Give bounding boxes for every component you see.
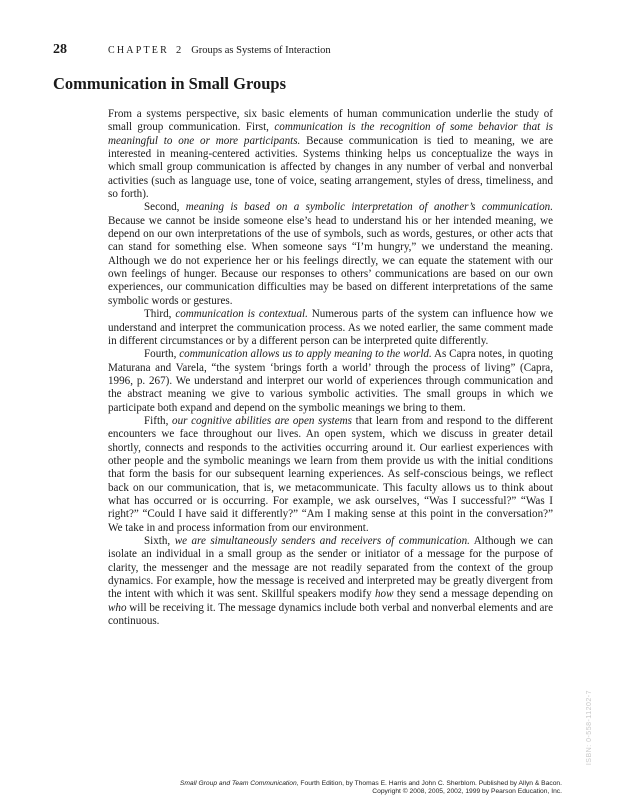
key-point-3: communication is contextual.: [175, 308, 308, 321]
paragraph-4: Fourth, communication allows us to apply meaning to the world. As Capra notes, in quoting Maturana and Varela, “the system ‘brings forth a world’ through the process of living” (Capra, 1996, p. 267). We understand and interpret our world of experiences through communication and the abstract meaning we give to various symbolic activities. The small groups in which we participate both expand and depend on the symbolic meanings we bring to them.: [108, 348, 553, 414]
footer-line-1: [180, 780, 562, 788]
paragraph-5: Fifth, our cognitive abilities are open systems that learn from and respond to the different encounters we face throughout our lives. An open system, which we discuss in greater detail shortly, connects and responds to the activities occurring around it. Our earliest experiences with other people and the symbolic meanings we learn from them provide us with the initial conditions that form the basis for our subsequent learning experiences. As self-conscious beings, we reflect back on our communication, that is, we metacommunicate. This faculty allows us to think about what has occurred or is occurring. For example, we ask ourselves, “Was I successful?” “Was I right?” “Could I have said it differently?” “Am I making sense at this point in the conversation?” We take in and process information from our environment.: [108, 414, 553, 534]
paragraph-2: Second, meaning is based on a symbolic interpretation of another’s communication. Because we cannot be inside someone else’s head to understand his or her intended meaning, we depend on our own interpretations of the use of symbols, such as words, gestures, or other acts that can stand for something else. When someone says “I’m hungry,” we understand the meaning. Although we do not experience her or his feelings directly, we can equate the statement with our own feelings of hunger. Because our responses to others’ communications are based on our own experiences, our communication difficulties may be based on different interpretations of the same symbolic words or gestures.: [108, 201, 553, 307]
key-point-4: communication allows us to apply meaning to the world.: [179, 348, 432, 361]
emphasis-how: how: [375, 588, 394, 601]
footer-book-title: Small Group and Team Communication,: [179, 780, 299, 787]
chapter-label: CHAPTER: [108, 45, 169, 56]
key-point-5: our cognitive abilities are open systems: [172, 414, 352, 427]
body-text: [108, 108, 553, 628]
paragraph-1: From a systems perspective, six basic elements of human communication underlie the study of small group communication. First, communication is the recognition of some behavior that is meaningful to one or more participants. Because communication is tied to meaning, we are interested in meaning-centered activities. Systems thinking helps us conceptualize the ways in which small group communication is affected by changes in any number of verbal and nonverbal activities (such as language use, tone of voice, seating arrangement, styles of dress, timeliness, and so forth).: [108, 108, 553, 201]
paragraph-3: Third, communication is contextual. Numerous parts of the system can influence how we understand and interpret the communication process. As we noted earlier, the same comment made in different circumstances or by a different person can be interpreted quite differently.: [108, 308, 553, 347]
key-point-6: we are simultaneously senders and receivers of communication.: [174, 535, 470, 547]
emphasis-who: who: [108, 601, 127, 614]
footer-copyright: Copyright © 2008, 2005, 2002, 1999 by Pearson Education, Inc.: [372, 788, 562, 796]
footer-citation: [180, 780, 562, 796]
footer-publication: Fourth Edition, by Thomas E. Harris and John C. Sherblom. Published by Allyn & Bacon.: [298, 780, 562, 787]
isbn-margin-note: ISBN: 0-558-11202-7: [586, 690, 593, 766]
chapter-number: 2: [175, 45, 182, 56]
key-point-2: meaning is based on a symbolic interpretation of another’s communication.: [185, 201, 553, 214]
paragraph-6: Sixth, we are simultaneously senders and receivers of communication. Although we can isolate an individual in a small group as the sender or initiator of a message for the purpose of clarity, the messenger and the message are not readily separated from the context of the group dynamics. For example, how the message is received and interpreted may be greatly divergent from the intent with which it was sent. Skillful speakers modify how they send a message depending on who will be receiving it. The message dynamics include both verbal and nonverbal elements and are continuous.: [108, 535, 554, 628]
key-point-1: communication is the recognition of some behavior that is meaningful to one or more participants.: [108, 121, 553, 147]
chapter-title: Groups as Systems of Interaction: [191, 45, 331, 56]
section-title: Communication in Small Groups: [53, 74, 287, 93]
page-number: 28: [53, 42, 67, 57]
running-head: [53, 42, 577, 58]
